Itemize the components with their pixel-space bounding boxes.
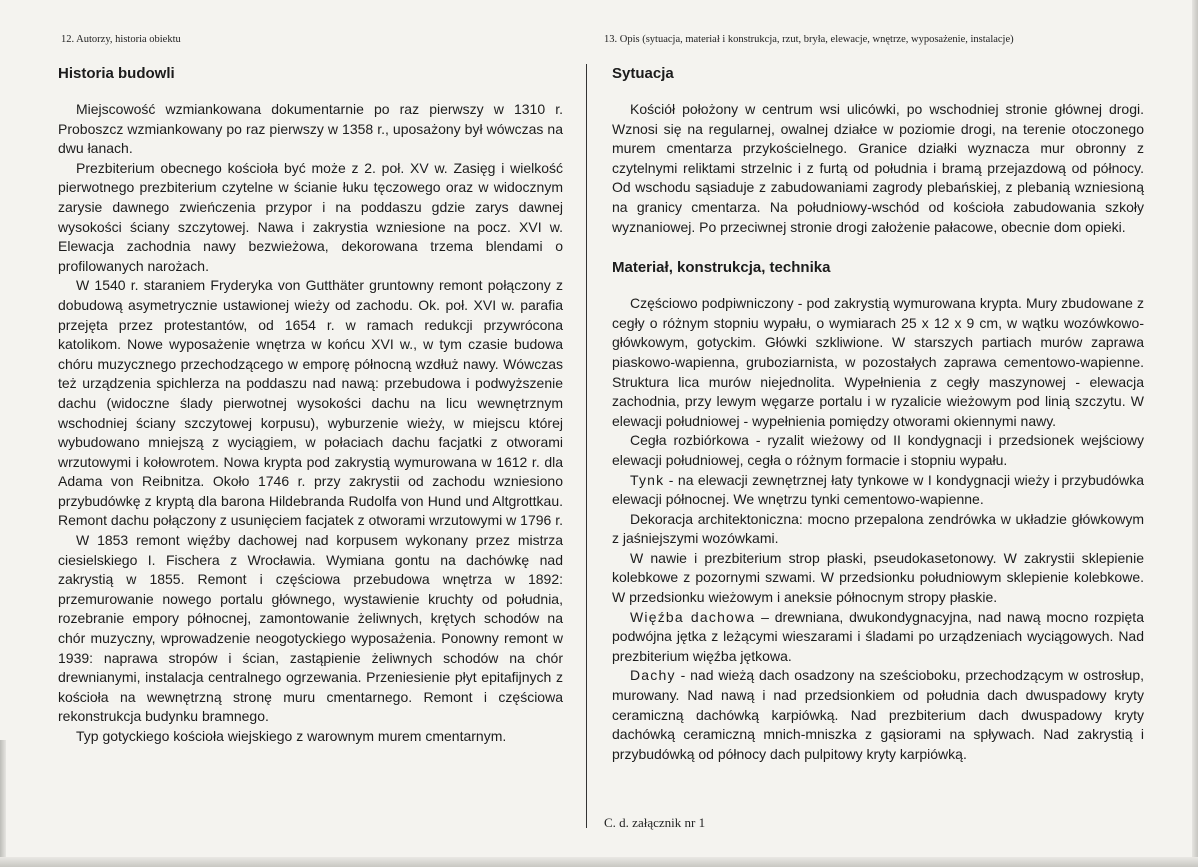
column-divider bbox=[586, 64, 587, 828]
history-paragraph: W 1540 r. staraniem Fryderyka von Gutthäter gruntowny remont połączony z dobudową asymetrycznie ustawionej wieży od zachodu. Ok. poł. XVI w. parafia przejęta przez protestantów, od 1654 r. w ramach redukcji przywrócona katolikom. Nowe wyposażenie wnętrza w końcu XVI w., w tym czasie budowa chóru muzycznego przechodzącego w emporę północną wzdłuż nawy. Wówczas też urządzenia spichlerza na poddaszu nad nawą: przebudowa i podwyższenie dachu (widoczne ślady pierwotnej wysokości dachu na licu wewnętrznym wschodniej ściany szczytowej korpusu), wyburzenie wieży, w miejscu której wybudowano mniejszą z wyciągiem, w połaciach dachu facjatki z otworami wrzutowymi i kołowrotem. Nowa krypta pod zakrystią wymurowana w 1612 r. dla Adama von Reibnitza. Około 1746 r. przy zakrystii od zachodu wzniesiono przybudówkę z kryptą dla barona Hildebranda Rudolfa von Hund und Altgrottkau. Remont dachu połączony z usunięciem facjatek z otworami wrzutowymi w 1796 r. bbox=[58, 277, 563, 529]
history-column bbox=[58, 64, 563, 747]
material-title: Materiał, konstrukcja, technika bbox=[612, 259, 831, 277]
situation-title: Sytuacja bbox=[612, 65, 674, 82]
material-paragraph: Więźba dachowa – drewniana, dwukondygnacyjna, nad nawą mocno rozpięta podwójna jętka z leżącymi wieszarami i śladami po urządzeniach wyciągowych. Nad prezbiterium więźba jętkowa. bbox=[612, 608, 1144, 664]
page-edge-bottom bbox=[0, 857, 1198, 867]
history-title: Historia budowli bbox=[58, 65, 175, 82]
situation-paragraph: Kościół położony w centrum wsi ulicówki, po wschodniej stronie głównej drogi. Wznosi się na regularnej, owalnej działce w poziomie drogi, na terenie otoczonego murem cmentarza przykościelnego. Granice działki wyznacza mur obronny z czytelnymi reliktami strzelnic i z furtą od południa i bramą przejazdową od północy. Od wschodu sąsiaduje z zabudowaniami zagrody plebańskiej, z plebanią wzniesioną na granicy cmentarza. Na południowy-wschód od kościoła zabudowania szkoły wyznaniowej. Po przeciwnej stronie drogi założenie pałacowe, obecnie dom opieki. bbox=[612, 101, 1144, 235]
history-paragraph: Miejscowość wzmiankowana dokumentarnie po raz pierwszy w 1310 r. Proboszcz wzmiankowany po raz pierwszy w 1358 r., uposażony był wówczas na dwu łanach. bbox=[58, 101, 563, 157]
material-paragraph: Dachy - nad wieżą dach osadzony na sześcioboku, przechodzącym w ostrosłup, murowany. Nad nawą i nad przedsionkiem od południa dach dwuspadowy kryty ceramiczną dachówką karpiówką. Nad prezbiterium dach dwuspadowy kryty dachówką ceramiczną mnich-mniszka z gąsiorami na spływach. Nad zakrystią i przybudówką od północy dach pulpitowy kryty karpiówką. bbox=[612, 667, 1144, 762]
material-paragraph: Cegła rozbiórkowa - ryzalit wieżowy od II kondygnacji i przedsionek wejściowy elewacji południowej, cegła o różnym formacie i stopniu wypału. bbox=[612, 432, 1144, 468]
history-paragraph: W 1853 remont więźby dachowej nad korpusem wykonany przez mistrza ciesielskiego I. Fischera z Wrocławia. Wymiana gontu na dachówkę nad zakrystią w 1855. Remont i częściowa przebudowa wnętrza w 1892: przemurowanie nowego portalu głównego, wystawienie kruchty od południa, rozebranie empory północnej, zamontowanie żeliwnych, krętych schodów na chór muzyczny, wprowadzenie neogotyckiego wyposażenia. Ponowny remont w 1939: naprawa stropów i ścian, zastąpienie żeliwnych schodów na chór drewnianymi, instalacja centralnego ogrzewania. Przeniesienie płyt epitafijnych z kościoła na wewnętrzną stronę muru cmentarnego. Remont i częściowa rekonstrukcja budynku bramnego. bbox=[58, 532, 563, 725]
left-column-header: 12. Autorzy, historia obiektu bbox=[61, 34, 181, 45]
material-paragraph: W nawie i prezbiterium strop płaski, pseudokasetonowy. W zakrystii sklepienie kolebkowe z pozornymi szwami. W przedsionku południowym sklepienie kolebkowe. W przedsionku wieżowym i aneksie północnym stropy płaskie. bbox=[612, 549, 1144, 606]
right-column-header: 13. Opis (sytuacja, materiał i konstrukcja, rzut, bryła, elewacje, wnętrze, wyposażenie, instalacje) bbox=[604, 34, 1014, 45]
page-edge-left bbox=[0, 740, 6, 867]
history-paragraph: Prezbiterium obecnego kościoła być może z 2. poł. XV w. Zasięg i wielkość pierwotnego prezbiterium czytelne w ścianie łuku tęczowego oraz w widocznym zarysie dawnego zwieńczenia przypor i na poddaszu gdzie zarys dawnej wysokości ściany szczytowej. Nawa i zakrystia wzniesione na pocz. XVI w. Elewacja zachodnia nawy bezwieżowa, dekorowana trzema blendami o profilowanych narożach. bbox=[58, 159, 563, 274]
material-paragraph: Dekoracja architektoniczna: mocno przepalona zendrówka w układzie główkowym z jaśniejszymi wozówkami. bbox=[612, 510, 1144, 547]
description-column bbox=[612, 64, 1144, 764]
material-paragraph: Tynk - na elewacji zewnętrznej łaty tynkowe w I kondygnacji wieży i przybudówka elewacji północnej. We wnętrzu tynki cementowo-wapienne. bbox=[612, 471, 1144, 508]
continuation-note: C. d. załącznik nr 1 bbox=[604, 815, 706, 830]
history-paragraph: Typ gotyckiego kościoła wiejskiego z warownym murem cmentarnym. bbox=[76, 728, 507, 744]
page-edge-right bbox=[1192, 0, 1198, 867]
material-paragraph: Częściowo podpiwniczony - pod zakrystią wymurowana krypta. Mury zbudowane z cegły o różnym stopniu wypału, o wymiarach 25 x 12 x 9 cm, w wątku wozówkowo-główkowym, gotyckim. Główki szkliwione. W starszych partiach murów zaprawa piaskowo-wapienna, gruboziarnista, w pozostałych zaprawa cementowo-wapienne. Struktura lica murów niejednolita. Wypełnienia z cegły maszynowej - elewacja zachodnia, przy lewym węgarze portalu i w ryzalicie wieżowym pod linią szczytu. W elewacji południowej - wypełnienia pomiędzy otworami okiennymi nawy. bbox=[612, 295, 1144, 429]
